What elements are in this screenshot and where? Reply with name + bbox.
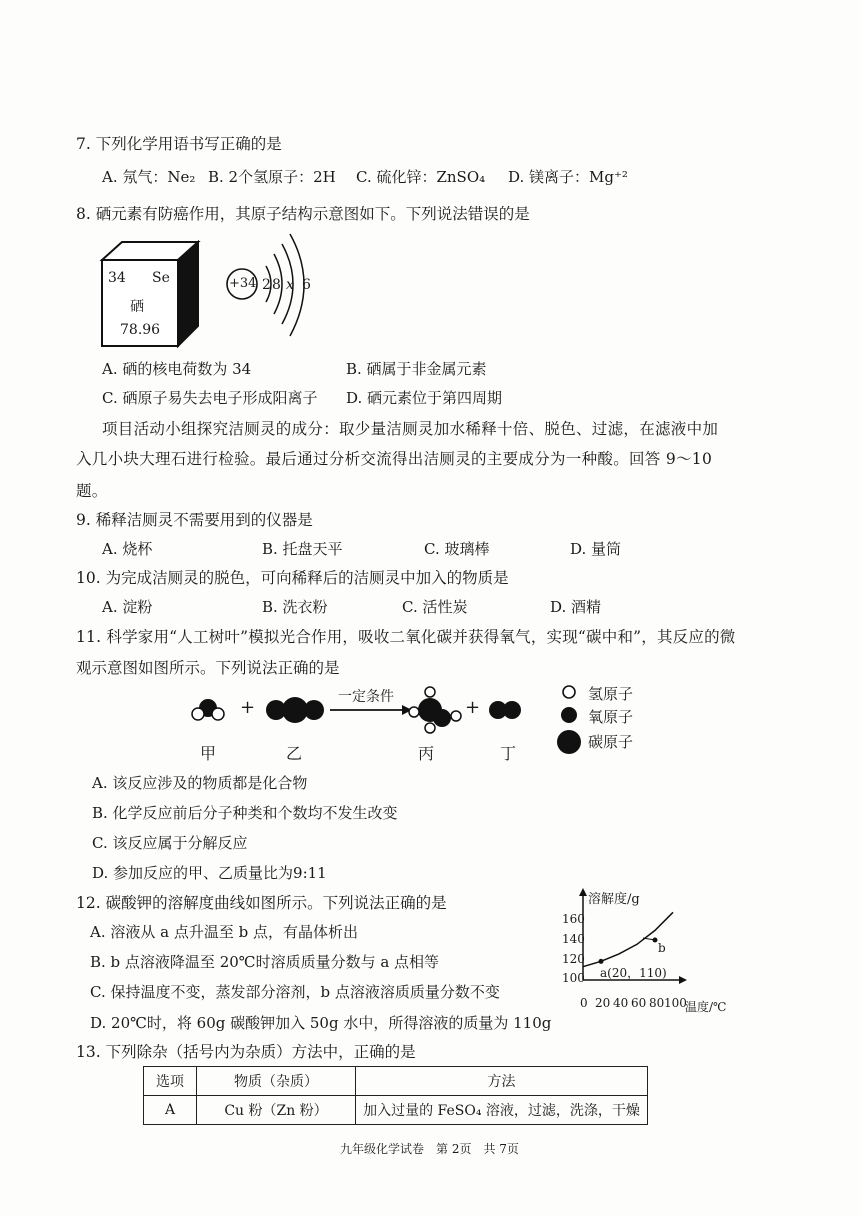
- q9-stem: 9. 稀释洁厕灵不需要用到的仪器是: [76, 511, 313, 529]
- q8-option-c: C. 硒原子易失去电子形成阳离子: [102, 389, 318, 407]
- q10-option-c: C. 活性炭: [402, 598, 468, 616]
- chart-ylabel: 溶解度/g: [588, 892, 640, 907]
- q12-option-d: D. 20℃时，将 60g 碳酸钾加入 50g 水中，所得溶液的质量为 110g: [90, 1014, 552, 1032]
- q8-option-a: A. 硒的核电荷数为 34: [102, 360, 252, 378]
- plus-sign-1: +: [240, 697, 256, 718]
- chart-xlabel: 温度/℃: [685, 1000, 727, 1014]
- q7-option-b: B. 2个氢原子：2H: [208, 168, 336, 186]
- x-axis-arrow: [679, 976, 687, 984]
- y-axis-arrow: [579, 888, 587, 896]
- atom-shell-1: 2: [262, 277, 271, 293]
- q11-option-d: D. 参加反应的甲、乙质量比为9:11: [92, 864, 327, 882]
- q11-stem-line-2: 观示意图如图所示。下列说法正确的是: [76, 659, 340, 677]
- reaction-condition: 一定条件: [338, 689, 394, 705]
- molecule-yi: [266, 697, 324, 723]
- q9-option-c: C. 玻璃棒: [424, 540, 490, 558]
- row-a-substance: Cu 粉（Zn 粉）: [197, 1096, 356, 1125]
- xtick-40: 40: [613, 996, 629, 1010]
- label-yi: 乙: [286, 744, 303, 763]
- point-b-label: b: [658, 941, 666, 955]
- ytick-120: 120: [562, 952, 585, 966]
- q12-option-c: C. 保持温度不变，蒸发部分溶剂，b 点溶液溶质质量分数不变: [90, 983, 500, 1001]
- q8-option-d: D. 硒元素位于第四周期: [346, 389, 503, 407]
- element-symbol: Se: [152, 270, 170, 286]
- oxygen-atom-icon: [561, 707, 577, 723]
- q7-option-c: C. 硫化锌：ZnSO₄: [356, 168, 486, 186]
- header-option: 选项: [144, 1067, 197, 1096]
- label-bing: 丙: [418, 744, 435, 763]
- ytick-100: 100: [562, 971, 585, 985]
- legend-hydrogen: 氢原子: [588, 685, 634, 703]
- label-ding: 丁: [500, 744, 517, 763]
- atom-shell-3: x: [286, 277, 294, 293]
- element-mass: 78.96: [120, 322, 161, 338]
- atom-legend-icons: [555, 682, 585, 762]
- header-substance: 物质（杂质）: [197, 1067, 356, 1096]
- row-a-method: 加入过量的 FeSO₄ 溶液，过滤，洗涤，干燥: [356, 1096, 648, 1125]
- row-a-option: A: [144, 1096, 197, 1125]
- q9-option-d: D. 量筒: [570, 540, 622, 558]
- legend-carbon: 碳原子: [588, 733, 634, 751]
- hydrogen-atom-icon: [563, 686, 575, 698]
- header-method: 方法: [356, 1067, 648, 1096]
- q10-stem: 10. 为完成洁厕灵的脱色，可向稀释后的洁厕灵中加入的物质是: [76, 569, 509, 587]
- q11-option-a: A. 该反应涉及的物质都是化合物: [92, 774, 308, 792]
- xtick-80: 80: [649, 996, 665, 1010]
- context-line-3: 题。: [76, 482, 108, 500]
- element-name: 硒: [130, 299, 144, 315]
- q12-stem: 12. 碳酸钾的溶解度曲线如图所示。下列说法正确的是: [76, 894, 447, 912]
- q11-option-c: C. 该反应属于分解反应: [92, 834, 248, 852]
- xtick-20: 20: [595, 996, 611, 1010]
- q7-option-d: D. 镁离子：Mg⁺²: [508, 168, 628, 186]
- table-header-row: [144, 1067, 648, 1096]
- q10-option-d: D. 酒精: [550, 598, 602, 616]
- point-b: [653, 938, 658, 943]
- xtick-0: 0: [580, 996, 588, 1010]
- context-line-2: 入几小块大理石进行检验。最后通过分析交流得出洁厕灵的主要成分为一种酸。回答 9～10: [76, 450, 713, 468]
- molecule-jia: [192, 699, 224, 720]
- page-footer: 九年级化学试卷 第 2页 共 7页: [340, 1142, 519, 1156]
- q13-table: [143, 1066, 648, 1125]
- atom-shell-4: 6: [302, 277, 311, 293]
- q9-option-b: B. 托盘天平: [262, 540, 343, 558]
- plus-sign-2: +: [465, 697, 481, 718]
- q8-option-b: B. 硒属于非金属元素: [346, 360, 487, 378]
- atom-shell-2: 8: [272, 277, 281, 293]
- solubility-curve: [583, 912, 673, 966]
- ytick-140: 140: [562, 932, 585, 946]
- carbon-atom-icon: [557, 730, 581, 754]
- context-line-1: 项目活动小组探究洁厕灵的成分：取少量洁厕灵加水稀释十倍、脱色、过滤，在滤液中加: [102, 420, 719, 438]
- q7-stem: 7. 下列化学用语书写正确的是: [76, 135, 282, 153]
- point-a-label: a(20，110): [600, 966, 667, 980]
- q7-option-a: A. 氖气：Ne₂: [102, 168, 196, 186]
- molecule-bing: [409, 687, 461, 733]
- atom-nucleus: +34: [229, 276, 257, 291]
- table-row: [144, 1096, 648, 1125]
- q10-option-a: A. 淀粉: [102, 598, 153, 616]
- xtick-60: 60: [631, 996, 647, 1010]
- element-number: 34: [108, 270, 126, 286]
- legend-oxygen: 氧原子: [588, 708, 634, 726]
- q12-option-b: B. b 点溶液降温至 20℃时溶质质量分数与 a 点相等: [90, 953, 440, 971]
- q13-stem: 13. 下列除杂（括号内为杂质）方法中，正确的是: [76, 1043, 416, 1061]
- q11-stem-line-1: 11. 科学家用“人工树叶”模拟光合作用，吸收二氧化碳并获得氧气，实现“碳中和”，其反应的微: [76, 628, 736, 646]
- ytick-160: 160: [562, 912, 585, 926]
- q12-option-a: A. 溶液从 a 点升温至 b 点，有晶体析出: [90, 923, 358, 941]
- q10-option-b: B. 洗衣粉: [262, 598, 328, 616]
- q11-option-b: B. 化学反应前后分子种类和个数均不发生改变: [92, 804, 398, 822]
- q8-stem: 8. 硒元素有防癌作用，其原子结构示意图如下。下列说法错误的是: [76, 205, 530, 223]
- q9-option-a: A. 烧杯: [102, 540, 153, 558]
- molecule-ding: [489, 701, 521, 719]
- label-jia: 甲: [200, 744, 217, 763]
- xtick-100: 100: [664, 996, 687, 1010]
